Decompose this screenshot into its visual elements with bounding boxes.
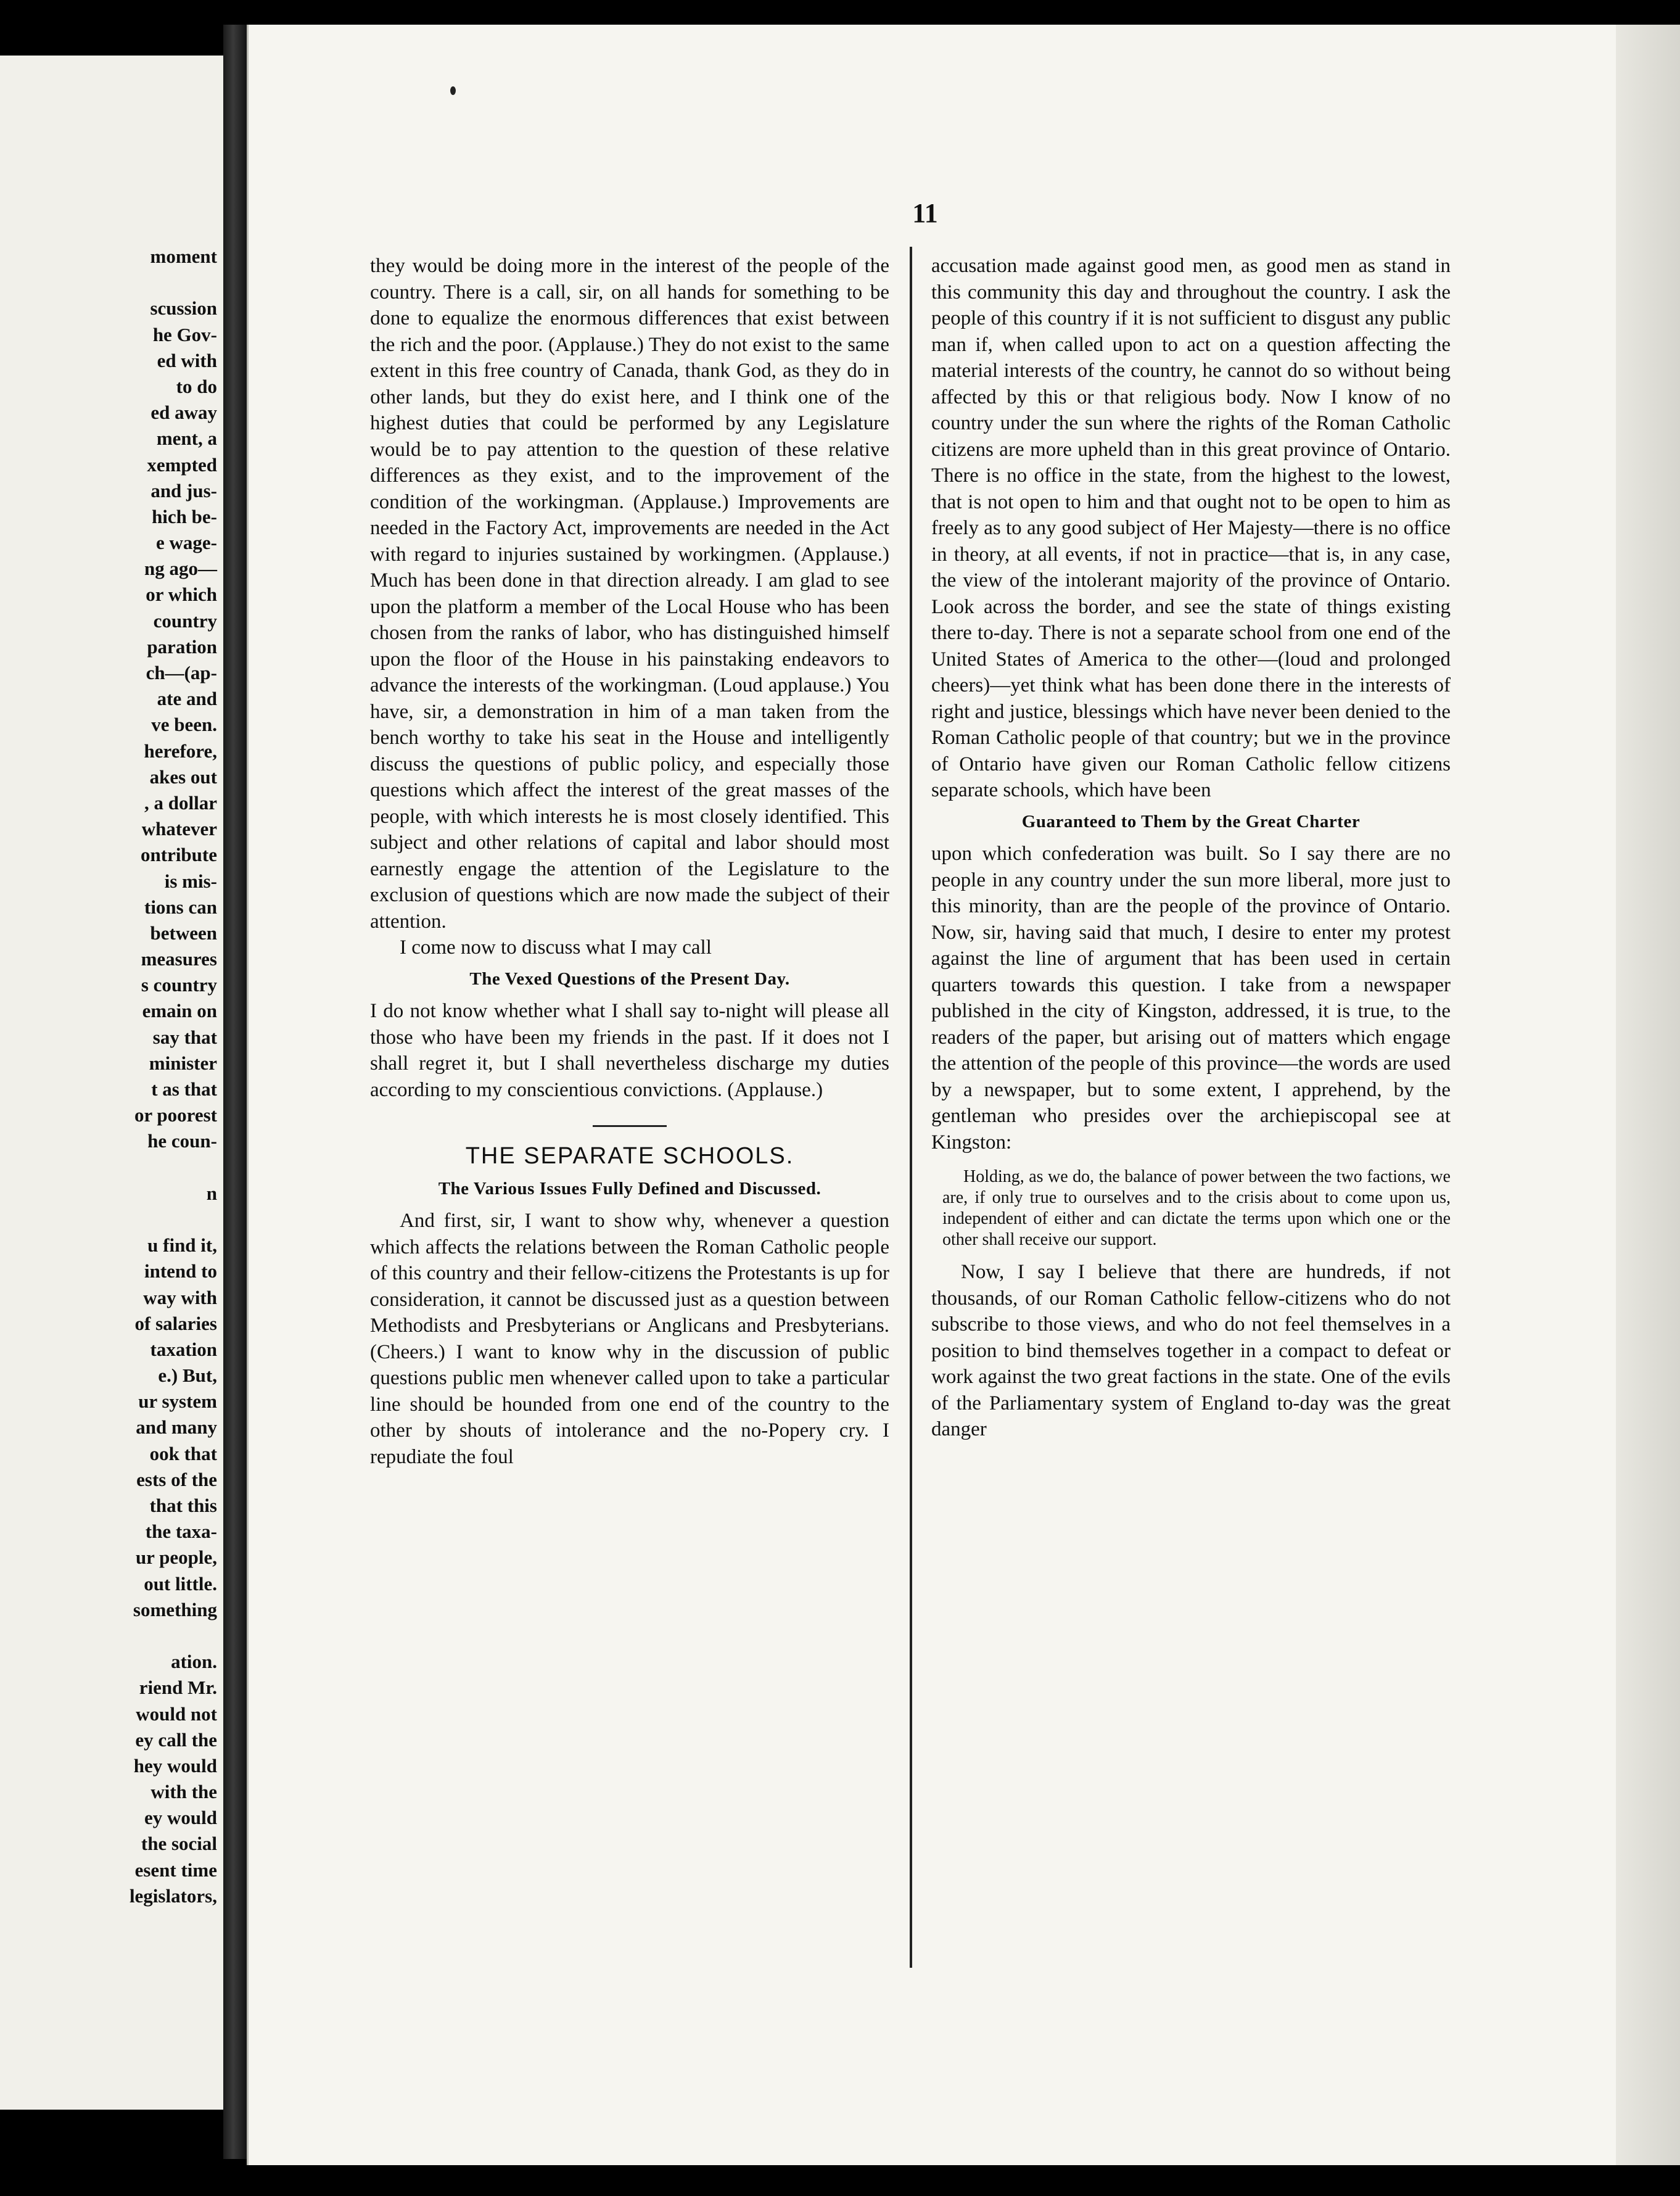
previous-page-line: is mis- <box>164 870 217 892</box>
previous-page-line: that this <box>149 1495 217 1516</box>
previous-page-line: taxation <box>150 1338 217 1360</box>
previous-page-line: herefore, <box>144 740 217 762</box>
previous-page-line: minister <box>149 1052 217 1074</box>
previous-page-line: ve been. <box>151 714 217 736</box>
previous-page-line <box>0 1623 217 1649</box>
left-paragraph-2: I come now to discuss what I may call <box>400 936 712 959</box>
previous-page-line <box>0 1207 217 1232</box>
previous-page-line: whatever <box>141 818 217 840</box>
previous-page-line: and jus- <box>150 479 217 502</box>
left-paragraph-1: they would be doing more in the interest of the people of the country. There is a call, sir, on all hands for something to be done to equalize the enormous differences that exist between the rich and the poor. (Applause.) They do not exist to the same extent in this free country of Canada, thank God, as they do in other lands, but they do exist here, and I think one of the highest duties that could be performed by any Legislature would be to pay attention to the question of these relative differences as they exist, and to the improvement of the condition of the workingman. (Applause.) Improvements are needed in the Factory Act, improvements are needed in the Act with regard to injuries sustained by workingmen. (Applause.) Much has been done in that direction already. I am glad to see upon the platform a member of the Local House who has been chosen from the ranks of labor, who has distinguished himself upon the floor of the House in his painstaking endeavors to advance the interests of the workingman. (Loud applause.) You have, sir, a demonstration in him of a man taken from the bench worthy to take his seat in the House and intelligently discuss the questions of public policy, and especially those questions which affect the interest of the great masses of the people, with which interests he is most closely identified. This subject and other relations of capital and labor should most earnestly engage the attention of the Legislature to the exclusion of questions which are now made the subject of their attention. <box>370 255 889 933</box>
previous-page-line: legislators, <box>129 1884 217 1907</box>
previous-page-line: ed with <box>157 349 217 371</box>
previous-page-line: hich be- <box>152 505 217 527</box>
column-divider <box>910 247 912 1968</box>
previous-page-line: the social <box>141 1833 217 1855</box>
previous-page-line: scussion <box>150 297 217 320</box>
page-gutter <box>223 25 248 2159</box>
section-rule <box>593 1125 667 1127</box>
previous-page-line: to do <box>176 375 217 397</box>
previous-page-line: esent time <box>134 1859 217 1881</box>
previous-page-line <box>0 270 217 295</box>
previous-page-line: riend Mr. <box>139 1677 217 1699</box>
left-paragraph-3: I do not know whether what I shall say to-night will please all those who have been my friends in the past. If it does not I shall regret it, but I shall nevertheless discharge my duties according to my conscientious convictions. (Applause.) <box>370 1000 889 1101</box>
previous-page-line: way with <box>143 1286 217 1308</box>
previous-page-line: ate and <box>157 688 217 710</box>
previous-page-line <box>0 1155 217 1181</box>
previous-page-line: ur system <box>138 1390 217 1413</box>
ink-speck <box>450 86 456 95</box>
previous-page-line: he Gov- <box>152 323 217 345</box>
previous-page-line: n <box>206 1182 217 1204</box>
headline-separate-schools: THE SEPARATE SCHOOLS. <box>465 1143 794 1169</box>
previous-page-line: hey would <box>133 1754 217 1777</box>
previous-page-line: u find it, <box>147 1234 217 1257</box>
previous-page-line: the taxa- <box>145 1521 217 1543</box>
previous-page-line: xempted <box>147 453 217 476</box>
previous-page-line: e.) But, <box>158 1364 217 1387</box>
previous-page-line: with the <box>150 1781 217 1803</box>
previous-page-line: akes out <box>149 766 217 788</box>
previous-page-fragment <box>0 56 223 2110</box>
previous-page-line: or poorest <box>134 1104 217 1126</box>
previous-page-line: of salaries <box>134 1312 217 1334</box>
previous-page-line: s country <box>141 974 217 996</box>
previous-page-line: ests of the <box>136 1468 217 1490</box>
previous-page-line: ey would <box>144 1807 217 1829</box>
previous-page-line: ation. <box>171 1651 217 1673</box>
subhead-various-issues: The Various Issues Fully Defined and Discussed. <box>438 1178 821 1199</box>
previous-page-line: tions can <box>144 896 217 918</box>
previous-page-line: intend to <box>144 1260 217 1282</box>
previous-page-line: t as that <box>151 1078 217 1100</box>
subhead-great-charter: Guaranteed to Them by the Great Charter <box>1021 811 1361 832</box>
previous-page-line: moment <box>150 246 217 267</box>
right-paragraph-3: Now, I say I believe that there are hundreds, if not thousands, of our Roman Catholic fellow-citizens who do not subscribe to those views, and who do not feel themselves in a position to bind themselves together in a compact to defeat or work against the two great factions in the state. One of the evils of the Parliamentary system of England to-day was the great danger <box>931 1261 1451 1440</box>
previous-page-line: e wage- <box>156 532 217 554</box>
previous-page-line: would not <box>136 1703 217 1725</box>
subhead-vexed-questions: The Vexed Questions of the Present Day. <box>469 968 790 989</box>
page-number: 11 <box>912 198 938 228</box>
previous-page-line: between <box>150 922 217 944</box>
previous-page-line: ook that <box>149 1442 217 1464</box>
left-paragraph-4: And first, sir, I want to show why, whenever a question which affects the relations between the Roman Catholic people of this country and their fellow-citizens the Protestants is up for consideration, it cannot be discussed just as a question between Methodists and Presbyterians or Anglicans and Presbyterians. (Cheers.) I want to know why in the discussion of public questions public men whenever called upon to take a particular line should be hounded from one end of the country to the other by shouts of intolerance and the no-Popery cry. I repudiate the foul <box>370 1210 889 1468</box>
kingston-quotation: Holding, as we do, the balance of power between the two factions, we are, if only true to ourselves and to the crisis about to come upon us, independent of either and can dictate the terms upon which one or the other shall receive our support. <box>942 1167 1451 1249</box>
previous-page-line: country <box>153 609 217 632</box>
previous-page-line: and many <box>136 1416 217 1439</box>
previous-page-line: ed away <box>150 402 217 424</box>
right-paragraph-1: accusation made against good men, as good men as stand in this community this day and throughout the country. I ask the people of this country if it is not sufficient to disgust any public man if, when called upon to act on a question affecting the material interests of the country, he cannot do so without being affected by this or that religious body. Now I know of no country under the sun where the rights of the Roman Catholic citizens are more upheld than in this great province of Ontario. There is no office in the state, from the highest to the lowest, that is not open to him and that ought not to be open to him as freely as to any good subject of Her Majesty—there is no office in theory, at all events, if not in practice—that is, in any case, the view of the intolerant majority of the province of Ontario. Look across the border, and see the state of things existing there to-day. There is not a separate school from one end of the United States of America to the other—(loud and prolonged cheers)—yet think what has been done there in the interests of right and justice, blessings which have never been denied to the Roman Catholic people of that country; but we in the province of Ontario have given our Roman Catholic fellow citizens separate schools, which have been <box>931 255 1451 801</box>
previous-page-line: or which <box>146 584 217 606</box>
right-paragraph-2: upon which confederation was built. So I say there are no people in any country under the sun more liberal, more just to this minority, than are the people of the province of Ontario. Now, sir, having said that much, I desire to enter my protest against the line of argument that has been used in certain quarters towards this question. I take from a newspaper published in the city of Kingston, addressed, it is true, to the readers of the paper, but arising out of matters which engage the attention of the people of this province—the words are used by a newspaper, but to some extent, I apprehend, by the gentleman who presides over the archiepiscopal see at Kingston: <box>931 843 1451 1154</box>
previous-page-line: something <box>133 1598 217 1620</box>
previous-page-line: say that <box>152 1026 217 1048</box>
previous-page-line: measures <box>141 948 217 970</box>
previous-page-line: ch—(ap- <box>146 662 217 683</box>
previous-page-line: ontribute <box>141 844 217 866</box>
previous-page-line: ey call the <box>135 1728 217 1751</box>
right-column <box>931 253 1451 1443</box>
previous-page-line: , a dollar <box>144 791 217 814</box>
previous-page-line: emain on <box>142 1000 217 1022</box>
previous-page-line: out little. <box>144 1572 217 1595</box>
page-edge <box>1616 25 1680 2165</box>
previous-page-line: ur people, <box>135 1546 217 1569</box>
previous-page-line: ment, a <box>156 427 217 450</box>
previous-page-line: he coun- <box>147 1130 217 1152</box>
previous-page-text <box>0 244 217 1909</box>
left-column <box>370 253 889 1470</box>
previous-page-line: ng ago— <box>144 558 217 580</box>
previous-page-line: paration <box>147 635 217 658</box>
